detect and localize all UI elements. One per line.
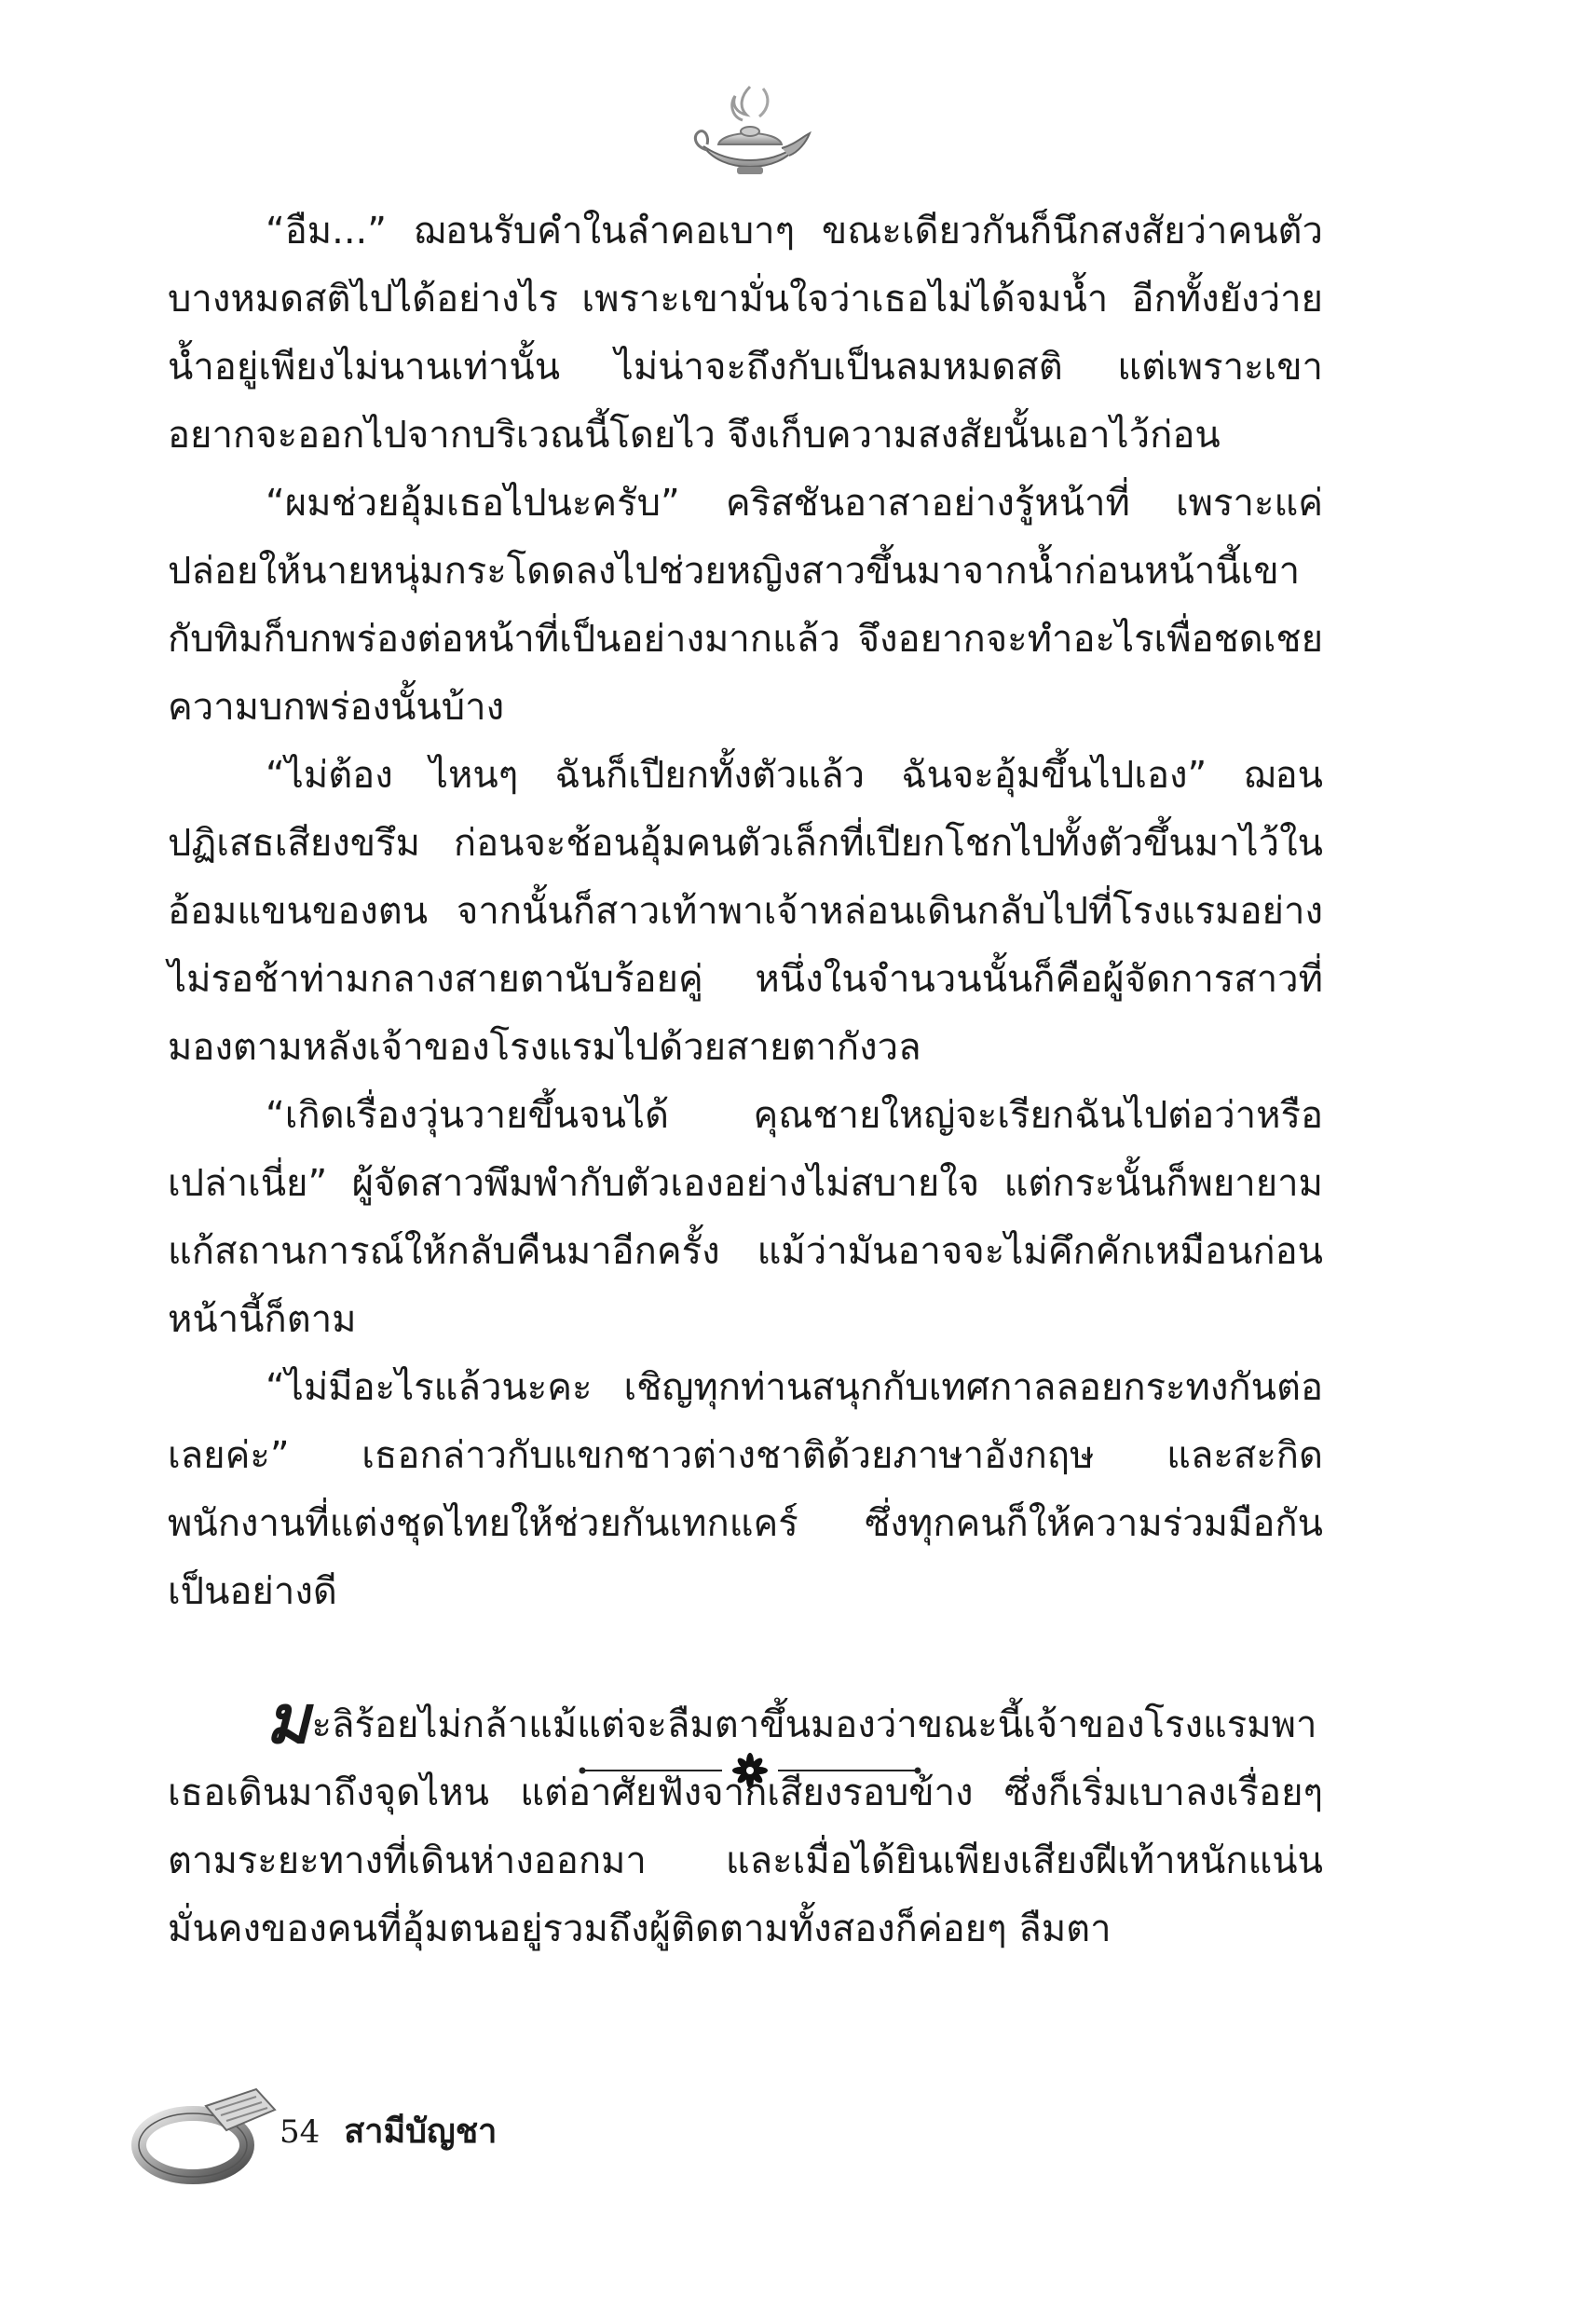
paragraph-text: ะลิร้อยไม่กล้าแม้แต่จะลืมตาขึ้นมองว่าขณะนี้เจ้าของโรงแรมพาเธอเดินมาถึงจุดไหน แต่อาศัยฟังจากเสียงรอบข้าง ซึ่งก็เริ่มเบาลงเรื่อยๆ ตามระยะทางที่เดินห่างออกมา และเมื่อได้ยินเพียงเสียงฝีเท้าหนักแน่นมั่นคงของคนที่อุ้มตนอยู่รวมถึงผู้ติดตามทั้งสองก็ค่อยๆ ลืมตา	[168, 1703, 1323, 1950]
paragraph: “ไม่ต้อง ไหนๆ ฉันก็เปียกทั้งตัวแล้ว ฉันจะอุ้มขึ้นไปเอง” ฌอนปฏิเสธเสียงขรึม ก่อนจะช้อนอุ้มคนตัวเล็กที่เปียกโชกไปทั้งตัวขึ้นมาไว้ในอ้อมแขนของตน จากนั้นก็สาวเท้าพาเจ้าหล่อนเดินกลับไปที่โรงแรมอย่างไม่รอช้าท่ามกลางสายตานับร้อยคู่ หนึ่งในจำนวนนั้นก็คือผู้จัดการสาวที่มองตามหลังเจ้าของโรงแรมไปด้วยสายตากังวล	[168, 754, 1323, 1069]
paragraph: “ผมช่วยอุ้มเธอไปนะครับ” คริสชันอาสาอย่างรู้หน้าที่ เพราะแค่ปล่อยให้นายหนุ่มกระโดดลงไปช่วยหญิงสาวขึ้นมาจากน้ำก่อนหน้านี้เขากับทิมก็บกพร่องต่อหน้าที่เป็นอย่างมากแล้ว จึงอยากจะทำอะไรเพื่อชดเชยความบกพร่องนั้นบ้าง	[168, 482, 1323, 729]
ring-icon	[126, 2069, 284, 2190]
body-text	[168, 198, 1323, 1626]
paragraph-with-dropcap	[168, 1679, 1323, 1963]
paragraph: “อืม...” ฌอนรับคำในลำคอเบาๆ ขณะเดียวกันก็นึกสงสัยว่าคนตัวบางหมดสติไปได้อย่างไร เพราะเขามั่นใจว่าเธอไม่ได้จมน้ำ อีกทั้งยังว่ายน้ำอยู่เพียงไม่นานเท่านั้น ไม่น่าจะถึงกับเป็นลมหมดสติ แต่เพราะเขาอยากจะออกไปจากบริเวณนี้โดยไว จึงเก็บความสงสัยนั้นเอาไว้ก่อน	[168, 210, 1323, 457]
magic-lamp-icon	[685, 79, 815, 182]
paragraph: “เกิดเรื่องวุ่นวายขึ้นจนได้ คุณชายใหญ่จะเรียกฉันไปต่อว่าหรือเปล่าเนี่ย” ผู้จัดสาวพึมพำกับตัวเองอย่างไม่สบายใจ แต่กระนั้นก็พยายามแก้สถานการณ์ให้กลับคืนมาอีกครั้ง แม้ว่ามันอาจจะไม่คึกคักเหมือนก่อนหน้านี้ก็ตาม	[168, 1094, 1323, 1341]
book-title: สามีบัญชา	[344, 2113, 498, 2151]
paragraph: “ไม่มีอะไรแล้วนะคะ เชิญทุกท่านสนุกกับเทศกาลลอยกระทงกันต่อเลยค่ะ” เธอกล่าวกับแขกชาวต่างชาติด้วยภาษาอังกฤษ และสะกิดพนักงานที่แต่งชุดไทยให้ช่วยกันเทกแคร์ ซึ่งทุกคนก็ให้ความร่วมมือกันเป็นอย่างดี	[168, 1366, 1323, 1613]
drop-cap: ม	[266, 1679, 310, 1758]
page-footer	[280, 2104, 497, 2151]
body-text-section-2	[168, 1679, 1323, 1963]
page-number: 54	[280, 2113, 321, 2151]
